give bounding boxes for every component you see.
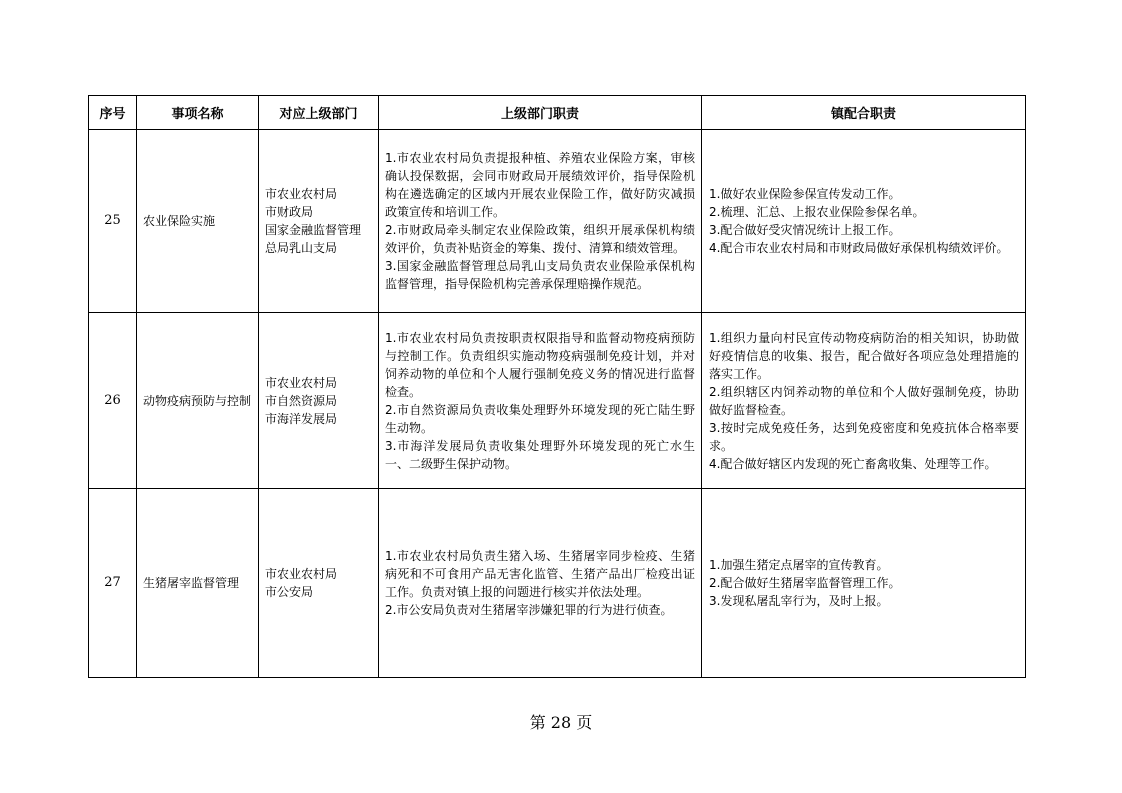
row-number: 27: [89, 489, 137, 678]
page-number: 第 28 页: [529, 713, 593, 732]
duty-item: 1.组织力量向村民宣传动物疫病防治的相关知识，协助做好疫情信息的收集、报告，配合做好各项应急处理措施的落实工作。: [709, 330, 1019, 381]
item-name: 动物疫病预防与控制: [137, 313, 259, 489]
table-row: [89, 489, 1026, 678]
header-town-duties: 镇配合职责: [702, 96, 1026, 130]
duty-item: 1.市农业农村局负责生猪入场、生猪屠宰同步检疫、生猪病死和不可食用产品无害化监管、生猪产品出厂检疫出证工作。负责对镇上报的问题进行核实并依法处理。: [385, 549, 695, 599]
duty-item: 3.发现私屠乱宰行为，及时上报。: [709, 594, 889, 608]
town-duties: [702, 489, 1026, 678]
department: 国家金融监督管理总局乳山支局: [265, 223, 362, 255]
header-item-name: 事项名称: [137, 96, 259, 130]
header-department: 对应上级部门: [259, 96, 379, 130]
duty-item: 4.配合做好辖区内发现的死亡畜禽收集、处理等工作。: [709, 456, 997, 471]
duty-item: 2.市自然资源局负责收集处理野外环境发现的死亡陆生野生动物。: [385, 402, 695, 435]
item-name: 生猪屠宰监督管理: [137, 489, 259, 678]
duty-item: 1.市农业农村局负责按职责权限指导和监督动物疫病预防与控制工作。负责组织实施动物疫病强制免疫计划，并对饲养动物的单位和个人履行强制免疫义务的情况进行监督检查。: [385, 330, 695, 399]
duty-item: 2.梳理、汇总、上报农业保险参保名单。: [709, 205, 925, 219]
department: 市公安局: [265, 585, 314, 599]
department: 市农业农村局: [265, 375, 338, 390]
duty-item: 1.市农业农村局负责提报种植、养殖农业保险方案，审核确认投保数据，会同市财政局开展绩效评价，指导保险机构在遴选确定的区域内开展农业保险工作，做好防灾减损政策宣传和培训工作。: [385, 151, 695, 219]
item-name: 农业保险实施: [137, 130, 259, 313]
duty-item: 1.加强生猪定点屠宰的宣传教育。: [709, 558, 889, 572]
duty-item: 4.配合市农业农村局和市财政局做好承保机构绩效评价。: [709, 241, 1009, 255]
upper-duties: [379, 130, 702, 313]
duty-item: 1.做好农业保险参保宣传发动工作。: [709, 187, 901, 201]
department: 市海洋发展局: [265, 411, 338, 426]
duty-item: 2.配合做好生猪屠宰监督管理工作。: [709, 576, 901, 590]
town-duties: [702, 313, 1026, 489]
department-list: [259, 489, 379, 678]
department-list: [259, 313, 379, 489]
upper-duties: [379, 313, 702, 489]
department: 市财政局: [265, 205, 314, 219]
duty-item: 3.国家金融监督管理总局乳山支局负责农业保险承保机构监督管理，指导保险机构完善承保理赔操作规范。: [385, 259, 695, 291]
duty-item: 2.组织辖区内饲养动物的单位和个人做好强制免疫，协助做好监督检查。: [709, 384, 1019, 417]
duty-item: 3.配合做好受灾情况统计上报工作。: [709, 223, 901, 237]
department-list: [259, 130, 379, 313]
duty-table: [88, 95, 1026, 678]
duty-item: 3.市海洋发展局负责收集处理野外环境发现的死亡水生一、二级野生保护动物。: [385, 438, 695, 471]
row-number: 25: [89, 130, 137, 313]
department: 市农业农村局: [265, 567, 338, 581]
table-header-row: [89, 96, 1026, 130]
header-upper-duties: 上级部门职责: [379, 96, 702, 130]
row-number: 26: [89, 313, 137, 489]
duty-item: 3.按时完成免疫任务，达到免疫密度和免疫抗体合格率要求。: [709, 420, 1019, 453]
town-duties: [702, 130, 1026, 313]
header-number: 序号: [89, 96, 137, 130]
duty-item: 2.市公安局负责对生猪屠宰涉嫌犯罪的行为进行侦查。: [385, 603, 673, 617]
department: 市农业农村局: [265, 187, 338, 201]
duty-item: 2.市财政局牵头制定农业保险政策，组织开展承保机构绩效评价，负责补贴资金的筹集、拨付、清算和绩效管理。: [385, 223, 695, 255]
table-row: [89, 313, 1026, 489]
upper-duties: [379, 489, 702, 678]
department: 市自然资源局: [265, 393, 338, 408]
table-row: [89, 130, 1026, 313]
